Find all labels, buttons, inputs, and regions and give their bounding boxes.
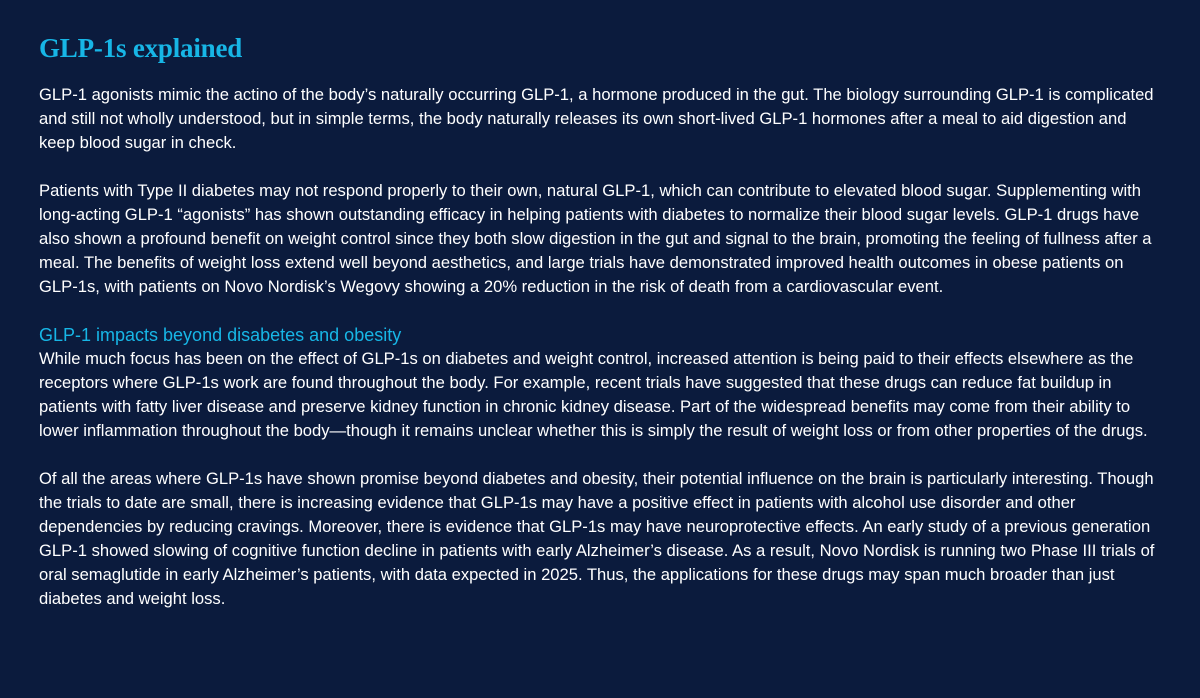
intro-paragraph-1: GLP-1 agonists mimic the actino of the body’s naturally occurring GLP-1, a hormone produced in the gut. The biology surrounding GLP-1 is complicated and still not wholly understood, but in simple terms, the body naturally releases its own short-lived GLP-1 hormones after a meal to aid digestion and keep blood sugar in check.: [39, 85, 1154, 152]
section-heading: GLP-1 impacts beyond disabetes and obesity: [39, 325, 402, 345]
section-paragraph-1: While much focus has been on the effect of GLP-1s on diabetes and weight control, increased attention is being paid to their effects elsewhere as the receptors where GLP-1s work are found throughout the body. For example, recent trials have suggested that these drugs can reduce fat buildup in patients with fatty liver disease and preserve kidney function in chronic kidney disease. Part of the widespread benefits may come from their ability to lower inflammation throughout the body—though it remains unclear whether this is simply the result of weight loss or from other properties of the drugs.: [39, 349, 1148, 440]
intro-paragraph-2: Patients with Type II diabetes may not respond properly to their own, natural GLP-1, which can contribute to elevated blood sugar. Supplementing with long-acting GLP-1 “agonists” has shown outstanding efficacy in helping patients with diabetes to normalize their blood sugar levels. GLP-1 drugs have also shown a profound benefit on weight control since they both slow digestion in the gut and signal to the brain, promoting the feeling of fullness after a meal. The benefits of weight loss extend well beyond aesthetics, and large trials have demonstrated improved health outcomes in obese patients on GLP-1s, with patients on Novo Nordisk’s Wegovy showing a 20% reduction in the risk of death from a cardiovascular event.: [39, 181, 1152, 296]
section-beyond-diabetes: [39, 323, 1160, 611]
section-paragraph-2: Of all the areas where GLP-1s have shown promise beyond diabetes and obesity, their potential influence on the brain is particularly interesting. Though the trials to date are small, there is increasing evidence that GLP-1s may have a positive effect in patients with alcohol use disorder and other dependencies by reducing cravings. Moreover, there is evidence that GLP-1s may have neuroprotective effects. An early study of a previous generation GLP-1 showed slowing of cognitive function decline in patients with early Alzheimer’s disease. As a result, Novo Nordisk is running two Phase III trials of oral semaglutide in early Alzheimer’s patients, with data expected in 2025. Thus, the applications for these drugs may span much broader than just diabetes and weight loss.: [39, 469, 1155, 608]
article-title: GLP-1s explained: [39, 33, 243, 63]
